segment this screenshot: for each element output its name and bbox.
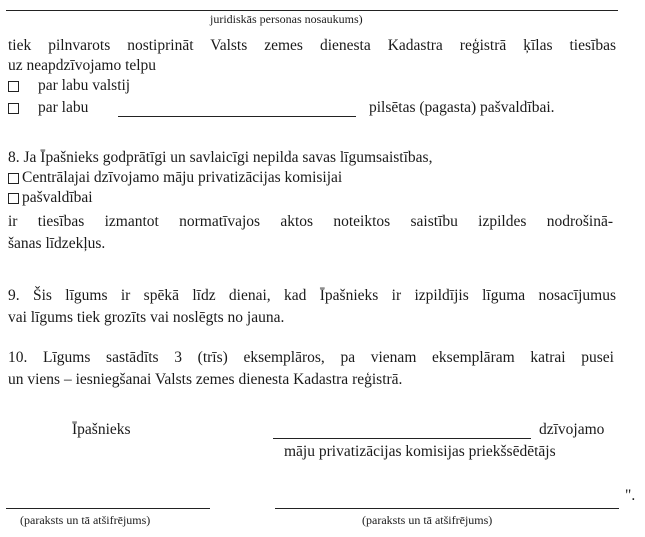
clause8-line2: ir tiesības izmantot normatīvajos aktos noteiktos saistību izpildes nodrošinā- [8,213,613,230]
option-municipality-prefix: par labu [38,99,89,116]
checkbox-central-commission[interactable] [8,173,19,184]
option-local-government-label: pašvaldībai [22,189,93,206]
checkbox-state[interactable] [8,81,19,92]
checkbox-local-government[interactable] [8,193,19,204]
commission-label-line2: māju privatizācijas komisijas priekšsēdētājs [284,443,556,460]
owner-label: Īpašnieks [72,421,131,438]
commission-label-line1: dzīvojamo [539,421,605,438]
municipality-name-line[interactable] [118,116,356,117]
clause8-line3: šanas līdzekļus. [8,235,106,252]
entity-name-line [6,10,618,11]
option-municipality-suffix: pilsētas (pagasta) pašvaldībai. [369,99,555,116]
clause10-line1: 10. Līgums sastādīts 3 (trīs) eksemplāros, pa vienam eksemplāram katrai pusei [8,349,614,366]
clause9-line2: vai līgums tiek grozīts vai noslēgts no jauna. [8,309,285,326]
clause7-line2: uz neapdzīvojamo telpu [8,57,157,74]
chair-signature-caption: (paraksts un tā atšifrējums) [362,513,493,527]
owner-signature-caption: (paraksts un tā atšifrējums) [20,513,151,527]
clause10-line2: un viens – iesniegšanai Valsts zemes dienesta Kadastra reģistrā. [8,371,403,388]
clause7-line1: tiek pilnvarots nostiprināt Valsts zemes dienesta Kadastra reģistrā ķīlas tiesības [8,37,616,54]
checkbox-municipality[interactable] [8,103,19,114]
clause9-line1: 9. Šis līgums ir spēkā līdz dienai, kad Īpašnieks ir izpildījis līguma nosacījumus [8,287,616,304]
closing-quote: ". [625,487,636,504]
option-state-label: par labu valstij [38,77,131,94]
clause8-line1: 8. Ja Īpašnieks godprātīgi un savlaicīgi nepilda savas līgumsaistības, [8,149,433,166]
entity-name-caption: juridiskās personas nosaukums) [210,12,363,26]
commission-chair-name-line[interactable] [273,438,531,439]
chair-signature-line[interactable] [275,508,619,509]
option-central-commission-label: Centrālajai dzīvojamo māju privatizācijas komisijai [22,169,343,186]
owner-signature-line[interactable] [6,508,210,509]
